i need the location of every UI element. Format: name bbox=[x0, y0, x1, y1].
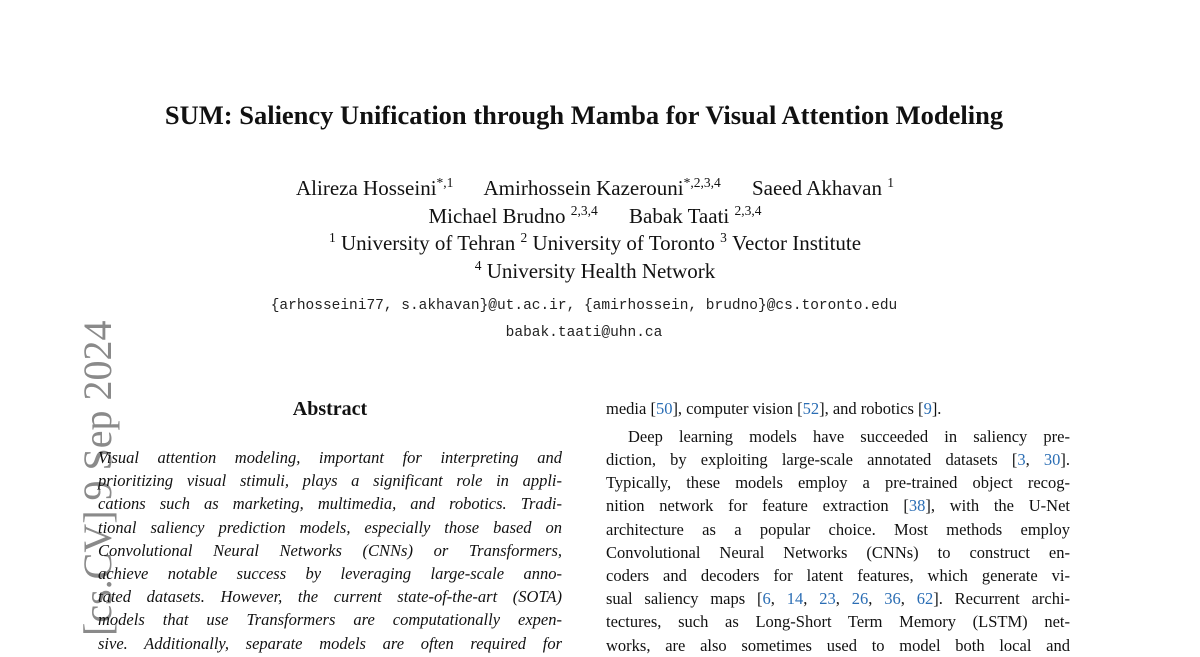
body-line: media [50], computer vision [52], and robotics [9]. bbox=[606, 399, 942, 418]
author-affiliation-mark: 2,3,4 bbox=[734, 202, 762, 218]
introduction-text bbox=[606, 397, 1070, 657]
abstract-line: prioritizing visual stimuli, plays a significant role in appli- bbox=[98, 471, 562, 491]
body-line: Deep learning models have succeeded in saliency pre- bbox=[628, 426, 1070, 446]
body-line: sual saliency maps [6, 14, 23, 26, 36, 62]. Recurrent archi- bbox=[606, 589, 1071, 609]
citation-link[interactable]: 52 bbox=[802, 399, 820, 418]
citation-link[interactable]: 6 bbox=[762, 589, 771, 609]
author-emails bbox=[0, 293, 1168, 347]
author-name: Michael Brudno bbox=[428, 203, 566, 228]
affiliation-number: 3 bbox=[720, 230, 727, 245]
affiliation-name: University Health Network bbox=[486, 258, 716, 283]
affiliation-number: 2 bbox=[520, 230, 528, 245]
arxiv-stamp: [cs.CV] 9 Sep 2024 bbox=[75, 320, 120, 636]
citation-link[interactable]: 50 bbox=[655, 399, 673, 418]
abstract-line: Visual attention modeling, important for interpreting and bbox=[98, 448, 562, 467]
body-line: Convolutional Neural Networks (CNNs) to construct en- bbox=[606, 542, 1070, 562]
body-line: diction, by exploiting large-scale annotated datasets [3, 30]. bbox=[606, 449, 1071, 469]
author-name: Alireza Hosseini bbox=[296, 176, 437, 200]
author-name: Saeed Akhavan bbox=[751, 176, 882, 200]
author-line-2 bbox=[0, 203, 1190, 231]
author-name: Amirhossein Kazerouni bbox=[483, 176, 684, 200]
affiliation-number: 4 bbox=[474, 257, 482, 273]
body-line: works, are also sometimes used to model both local and bbox=[606, 635, 1070, 655]
author-affiliation-mark: *,2,3,4 bbox=[683, 175, 721, 190]
abstract-heading: Abstract bbox=[292, 398, 368, 420]
citation-link[interactable]: 3 bbox=[1017, 449, 1026, 469]
email-line: {arhosseini77, s.akhavan}@ut.ac.ir, {amirhossein, brudno}@cs.toronto.edu bbox=[270, 298, 898, 314]
body-line: tectures, such as Long-Short Term Memory (LSTM) net- bbox=[606, 612, 1070, 632]
citation-link[interactable]: 36 bbox=[884, 589, 901, 609]
citation-link[interactable]: 30 bbox=[1043, 449, 1061, 469]
abstract-line: tional saliency prediction models, especially those based on bbox=[98, 517, 562, 537]
author-affiliation-mark: 1 bbox=[887, 175, 894, 190]
citation-link[interactable]: 26 bbox=[851, 589, 869, 609]
abstract-line: Convolutional Neural Networks (CNNs) or Transformers, bbox=[98, 540, 562, 560]
body-line: nition network for feature extraction [38], with the U-Net bbox=[606, 496, 1070, 516]
affiliation-line-1 bbox=[0, 230, 1190, 258]
citation-link[interactable]: 14 bbox=[786, 589, 804, 609]
citation-link[interactable]: 9 bbox=[923, 399, 932, 418]
citation-link[interactable]: 62 bbox=[916, 589, 934, 609]
abstract-line: sive. Additionally, separate models are often required for bbox=[98, 633, 562, 653]
affiliation-number: 1 bbox=[328, 230, 336, 245]
author-affiliation-mark: 2,3,4 bbox=[570, 202, 598, 218]
email-line: babak.taati@uhn.ca bbox=[505, 325, 663, 341]
abstract-line: cations such as marketing, multimedia, and robotics. Tradi- bbox=[98, 494, 562, 514]
author-name: Babak Taati bbox=[629, 203, 730, 228]
author-line-1 bbox=[0, 175, 1190, 203]
author-block bbox=[0, 175, 1190, 285]
paper-title: SUM: Saliency Unification through Mamba for Visual Attention Modeling bbox=[164, 100, 1004, 130]
abstract-text bbox=[98, 446, 562, 655]
affiliation-name: University of Tehran bbox=[340, 231, 516, 255]
body-line: Typically, these models employ a pre-trained object recog- bbox=[606, 473, 1070, 493]
abstract-line: models that use Transformers are computationally expen- bbox=[98, 610, 562, 630]
citation-link[interactable]: 23 bbox=[819, 589, 836, 609]
affiliation-name: University of Toronto bbox=[532, 231, 715, 255]
citation-link[interactable]: 38 bbox=[908, 496, 926, 516]
abstract-line: tated datasets. However, the current state-of-the-art (SOTA) bbox=[98, 587, 562, 607]
author-affiliation-mark: *,1 bbox=[436, 175, 454, 190]
body-line: architecture as a popular choice. Most methods employ bbox=[606, 519, 1070, 539]
abstract-line: achieve notable success by leveraging large-scale anno- bbox=[98, 564, 562, 584]
affiliation-line-2 bbox=[0, 258, 1190, 286]
affiliation-name: Vector Institute bbox=[732, 231, 862, 255]
body-line: coders and decoders for latent features, which generate vi- bbox=[606, 565, 1070, 585]
